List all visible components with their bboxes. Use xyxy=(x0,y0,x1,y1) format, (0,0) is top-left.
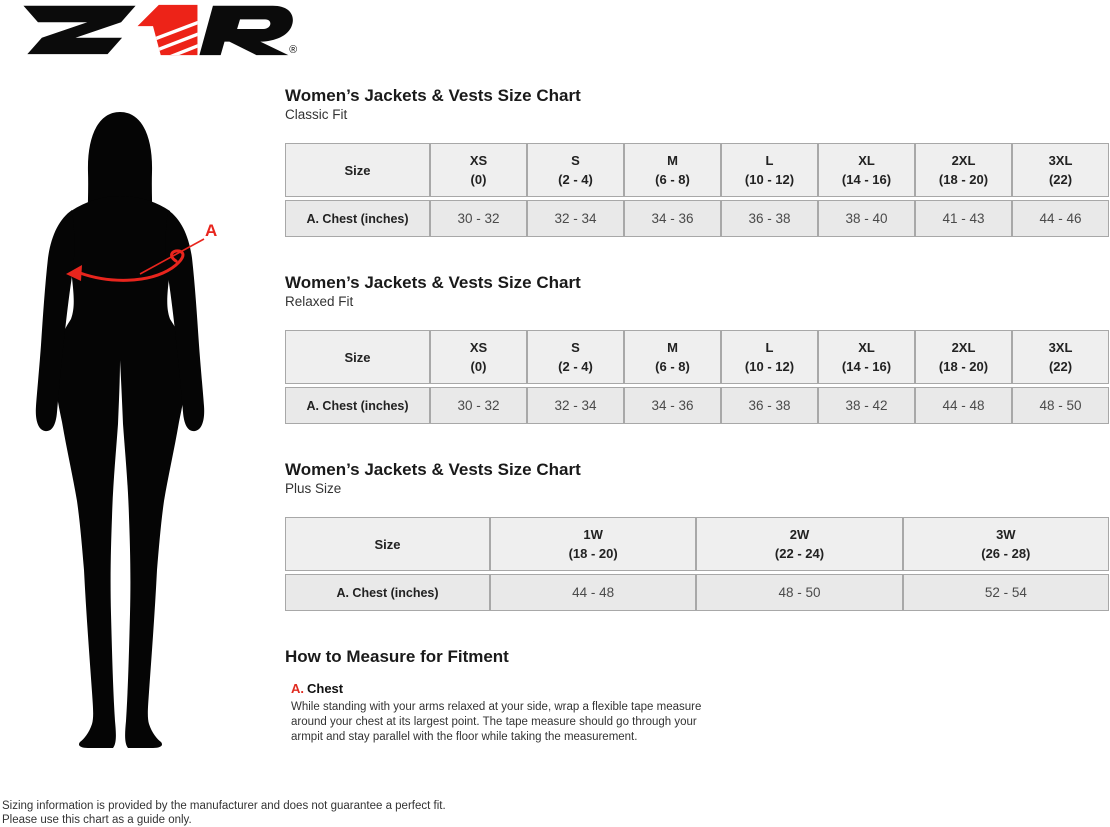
disclaimer xyxy=(2,799,446,827)
classic-fit-table xyxy=(285,140,1109,240)
relaxed-fit-table xyxy=(285,327,1109,427)
col-header: XS (0) xyxy=(430,143,527,197)
measure-item-description: While standing with your arms relaxed at your side, wrap a flexible tape measure around your chest at its largest point. The tape measure should go through your armpit and stay parallel with the floor while taking the measurement. xyxy=(291,701,702,743)
chest-value: 30 - 32 xyxy=(430,200,527,237)
col-header: XS (0) xyxy=(430,330,527,384)
size-corner-header: Size xyxy=(285,517,490,571)
chest-value: 44 - 48 xyxy=(490,574,696,611)
chest-value: 34 - 36 xyxy=(624,387,721,424)
section-plus-size xyxy=(285,460,1109,614)
measurement-figure xyxy=(0,100,270,760)
table-row xyxy=(285,387,1109,424)
col-header: S (2 - 4) xyxy=(527,143,624,197)
chest-value: 36 - 38 xyxy=(721,387,818,424)
chest-value: 36 - 38 xyxy=(721,200,818,237)
plus-size-table xyxy=(285,514,1109,614)
chest-value: 52 - 54 xyxy=(903,574,1109,611)
col-header: 3XL (22) xyxy=(1012,330,1109,384)
section-title: Women’s Jackets & Vests Size Chart xyxy=(285,273,581,292)
chest-value: 48 - 50 xyxy=(1012,387,1109,424)
table-header-row xyxy=(285,517,1109,571)
measure-item-chest xyxy=(291,681,1109,745)
row-label: A. Chest (inches) xyxy=(285,574,490,611)
chest-value: 44 - 48 xyxy=(915,387,1012,424)
col-header: 2XL (18 - 20) xyxy=(915,143,1012,197)
col-header: 3XL (22) xyxy=(1012,143,1109,197)
table-row xyxy=(285,200,1109,237)
section-classic-fit xyxy=(285,86,1109,240)
measure-item-key: A. xyxy=(291,681,304,696)
table-row xyxy=(285,574,1109,611)
col-header: 2W (22 - 24) xyxy=(696,517,902,571)
chest-value: 34 - 36 xyxy=(624,200,721,237)
col-header: S (2 - 4) xyxy=(527,330,624,384)
col-header: 2XL (18 - 20) xyxy=(915,330,1012,384)
col-header: 1W (18 - 20) xyxy=(490,517,696,571)
logo-letter-z xyxy=(23,6,135,54)
chest-value: 44 - 46 xyxy=(1012,200,1109,237)
col-header: L (10 - 12) xyxy=(721,143,818,197)
section-relaxed-fit xyxy=(285,273,1109,427)
section-title: Women’s Jackets & Vests Size Chart xyxy=(285,86,581,105)
chest-value: 48 - 50 xyxy=(696,574,902,611)
z1r-logo xyxy=(8,2,298,56)
size-corner-header: Size xyxy=(285,143,430,197)
chest-value: 38 - 42 xyxy=(818,387,915,424)
how-to-measure-section xyxy=(285,647,1109,745)
size-chart-content xyxy=(285,86,1109,745)
col-header: 3W (26 - 28) xyxy=(903,517,1109,571)
chest-value: 32 - 34 xyxy=(527,387,624,424)
col-header: M (6 - 8) xyxy=(624,143,721,197)
chest-value: 41 - 43 xyxy=(915,200,1012,237)
chest-value: 30 - 32 xyxy=(430,387,527,424)
measure-item-name: Chest xyxy=(307,681,344,696)
chest-value: 38 - 40 xyxy=(818,200,915,237)
chest-callout-label: A xyxy=(205,221,218,240)
section-subtitle: Plus Size xyxy=(285,481,342,496)
section-subtitle: Relaxed Fit xyxy=(285,294,354,309)
section-subtitle: Classic Fit xyxy=(285,107,348,122)
col-header: XL (14 - 16) xyxy=(818,330,915,384)
col-header: L (10 - 12) xyxy=(721,330,818,384)
col-header: M (6 - 8) xyxy=(624,330,721,384)
table-header-row xyxy=(285,143,1109,197)
measure-item-heading xyxy=(291,681,1109,696)
woman-silhouette xyxy=(36,112,204,748)
logo-letter-r xyxy=(199,6,292,55)
col-header: XL (14 - 16) xyxy=(818,143,915,197)
registered-mark: ® xyxy=(289,44,298,56)
row-label: A. Chest (inches) xyxy=(285,387,430,424)
chest-value: 32 - 34 xyxy=(527,200,624,237)
row-label: A. Chest (inches) xyxy=(285,200,430,237)
size-corner-header: Size xyxy=(285,330,430,384)
table-header-row xyxy=(285,330,1109,384)
disclaimer-line-2: Please use this chart as a guide only. xyxy=(2,814,192,826)
how-to-measure-title: How to Measure for Fitment xyxy=(285,647,509,666)
disclaimer-line-1: Sizing information is provided by the manufacturer and does not guarantee a perfect fit. xyxy=(2,800,446,812)
section-title: Women’s Jackets & Vests Size Chart xyxy=(285,460,581,479)
